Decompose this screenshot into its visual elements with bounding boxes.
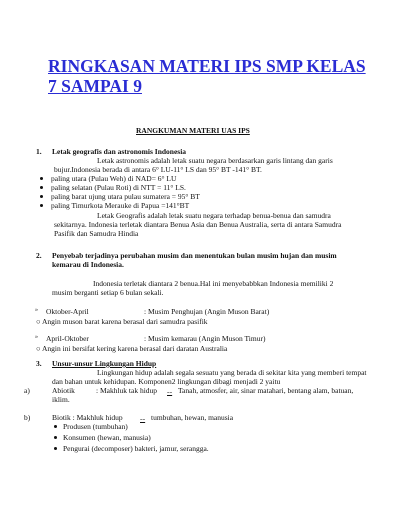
s2-paragraph-line: musim berganti setiap 6 bulan sekali. [52, 288, 164, 297]
bullet-icon [54, 447, 57, 450]
biotik-item-konsumen: Konsumen (hewan, manusia) [63, 433, 151, 442]
s3-number: 3. [36, 359, 42, 368]
item-a-text: Tanah, atmosfer, air, sinar matahari, bentang alam, batuan, [178, 386, 354, 395]
s3-title: Unsur-unsur Lingkungan Hidup [52, 359, 157, 368]
biotik-item-produsen: Produsen (tumbuhan) [63, 422, 128, 431]
s1-paragraph-line: Letak astronomis adalah letak suatu negara berdasarkan garis lintang dan garis [97, 156, 333, 165]
s1-bullet-east: paling Timurkota Merauke di Papua =141°BT [51, 201, 190, 210]
s1-bullet-south: paling selatan (Pulau Roti) di NTT = 11° LS. [51, 183, 186, 192]
season-2-value: : Musim kemarau (Angin Muson Timur) [144, 334, 266, 343]
s1-number: 1. [36, 147, 42, 156]
item-a-text: : Makhluk tak hidup [96, 386, 158, 395]
s1-paragraph-line: Letak Geografis adalah letak suatu negara terhadap benua-benua dan samudra [97, 211, 331, 220]
s1-paragraph-line: sekitarnya. Indonesia terletak diantara Benua Asia dan Benua Australia, serta di antara Samudra [54, 220, 342, 229]
season-2-note: ○ Angin ini bersifat kering karena berasal dari daratan Australia [36, 344, 228, 353]
season-1-note: ○ Angin muson barat karena berasal dari samudra pasifik [36, 317, 208, 326]
s2-number: 2. [36, 251, 42, 260]
item-a-label: Abiotik [52, 386, 75, 395]
s3-paragraph-line: Lingkungan hidup adalah segala sesuatu yang berada di sekitar kita yang memberi tempat [97, 368, 367, 377]
season-1-value: : Musim Penghujan (Angin Muson Barat) [144, 307, 270, 316]
bullet-icon [40, 177, 43, 180]
season-2-label: April-Oktober [46, 334, 89, 343]
item-b-letter: b) [24, 413, 31, 422]
item-b-text: Biotik : Makhluk hidup [52, 413, 123, 422]
item-a-separator: == [167, 390, 173, 395]
arrow-marker-icon: » [35, 334, 38, 340]
bullet-icon [54, 425, 57, 428]
s3-paragraph-line: dan bahan untuk kehidupan. Komponen2 lingkungan dibagi menjadi 2 yaitu [52, 377, 281, 386]
item-a-text: iklim. [52, 395, 70, 404]
item-b-separator: == [140, 417, 146, 422]
s2-paragraph-line: Indonesia terletak diantara 2 benua.Hal ini menyebabbkan Indonesia memiliki 2 [93, 279, 334, 288]
s2-title-line: Penyebab terjadinya perubahan musim dan menentukan bulan musim hujan dan musim [52, 251, 337, 260]
season-1-label: Oktober-April [46, 307, 89, 316]
s1-bullet-north: paling utara (Pulau Weh) di NAD= 6° LU [51, 174, 177, 183]
bullet-icon [40, 195, 43, 198]
arrow-marker-icon: » [35, 307, 38, 313]
s1-bullet-west: paling barat ujung utara pulau sumatera = 95° BT [51, 192, 200, 201]
s1-paragraph-line: Pasifik dan Samudra Hindia [54, 229, 139, 238]
s1-paragraph-line: bujur.Indonesia berada di antara 6° LU-11° LS dan 95° BT -141° BT. [54, 165, 262, 174]
bullet-icon [40, 204, 43, 207]
s1-title: Letak geografis dan astronomis Indonesia [52, 147, 187, 156]
biotik-item-pengurai: Pengurai (decomposer) bakteri, jamur, serangga. [63, 444, 209, 453]
s2-title-line: kemarau di Indonesia. [52, 260, 124, 269]
item-b-text: tumbuhan, hewan, manusia [151, 413, 234, 422]
bullet-icon [40, 186, 43, 189]
bullet-icon [54, 436, 57, 439]
page-title[interactable]: RINGKASAN MATERI IPS SMP KELAS 7 SAMPAI 9 [48, 56, 366, 96]
section-heading: RANGKUMAN MATERI UAS IPS [136, 126, 250, 135]
item-a-letter: a) [24, 386, 30, 395]
